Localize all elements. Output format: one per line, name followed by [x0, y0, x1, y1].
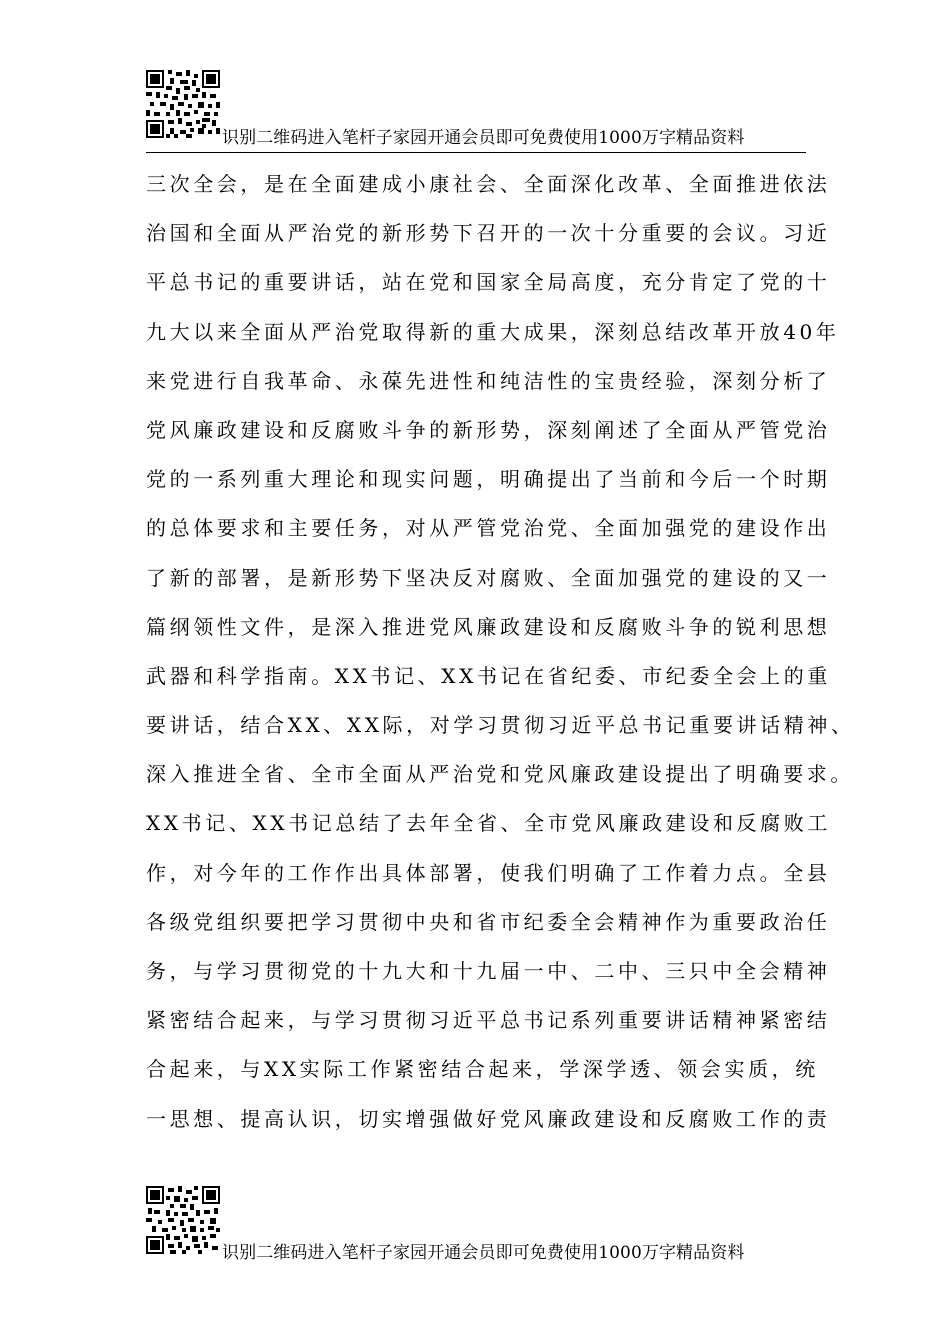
body-line: 三次全会，是在全面建成小康社会、全面深化改革、全面推进依法 — [146, 172, 831, 196]
body-line: 紧密结合起来，与学习贯彻习近平总书记系列重要讲话精神紧密结 — [146, 1008, 831, 1033]
qr-code-icon[interactable] — [146, 70, 220, 138]
header-divider — [146, 152, 806, 153]
body-line: 来党进行自我革命、永葆先进性和纯洁性的宝贵经验，深刻分析了 — [146, 368, 831, 393]
body-line: 的总体要求和主要任务，对从严管党治党、全面加强党的建设作出 — [146, 516, 831, 541]
body-line: 深入推进全省、全市全面从严治党和党风廉政建设提出了明确要求。 — [146, 762, 854, 787]
body-line: 了新的部署，是新形势下坚决反对腐败、全面加强党的建设的又一 — [146, 565, 831, 590]
header-banner-text: 识别二维码进入笔杆子家园开通会员即可免费使用1000万字精品资料 — [222, 128, 745, 148]
body-line: 党风廉政建设和反腐败斗争的新形势，深刻阐述了全面从严管党治 — [146, 417, 831, 442]
body-line: 九大以来全面从严治党取得新的重大成果，深刻总结改革开放40年 — [146, 319, 840, 344]
body-line: 务，与学习贯彻党的十九大和十九届一中、二中、三只中全会精神 — [146, 959, 831, 983]
body-line: 篇纲领性文件，是深入推进党风廉政建设和反腐败斗争的锐利思想 — [146, 614, 831, 639]
body-line: 要讲话，结合XX、XX际，对学习贯彻习近平总书记重要讲话精神、 — [146, 713, 855, 738]
body-line: 合起来，与XX实际工作紧密结合起来，学深学透、领会实质，统 — [146, 1057, 819, 1082]
body-line: 党的一系列重大理论和现实问题，明确提出了当前和今后一个时期 — [146, 467, 831, 492]
document-body — [146, 160, 855, 1144]
body-line: 武器和科学指南。XX书记、XX书记在省纪委、市纪委全会上的重 — [146, 663, 831, 688]
body-line: 各级党组织要把学习贯彻中央和省市纪委全会精神作为重要政治任 — [146, 909, 831, 934]
qr-code-icon[interactable] — [146, 1186, 220, 1254]
footer-banner-text: 识别二维码进入笔杆子家园开通会员即可免费使用1000万字精品资料 — [222, 1243, 745, 1263]
body-line: 作，对今年的工作作出具体部署，使我们明确了工作着力点。全县 — [146, 860, 831, 885]
body-line: XX书记、XX书记总结了去年全省、全市党风廉政建设和反腐败工 — [146, 811, 831, 836]
body-line: 治国和全面从严治党的新形势下召开的一次十分重要的会议。习近 — [146, 221, 831, 246]
body-line: 平总书记的重要讲话，站在党和国家全局高度，充分肯定了党的十 — [146, 270, 831, 295]
body-line: 一思想、提高认识，切实增强做好党风廉政建设和反腐败工作的责 — [146, 1106, 831, 1131]
